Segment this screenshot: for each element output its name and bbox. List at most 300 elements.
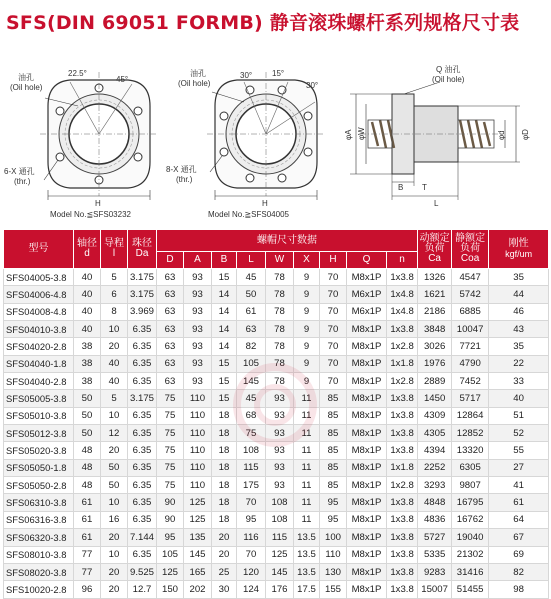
oil-hole-label-en: (Oil hole) bbox=[432, 75, 465, 84]
header-lead: 导程 l bbox=[101, 230, 128, 269]
table-cell: 7.144 bbox=[128, 529, 157, 546]
table-cell: 9 bbox=[294, 303, 320, 320]
table-cell: 44 bbox=[489, 286, 549, 303]
dimension-b-label: B bbox=[398, 183, 404, 192]
table-cell: 18 bbox=[212, 425, 237, 442]
table-cell: 93 bbox=[184, 286, 212, 303]
table-cell: 70 bbox=[320, 373, 347, 390]
table-cell: 5 bbox=[101, 390, 128, 407]
table-cell: 12852 bbox=[452, 425, 489, 442]
table-cell: 22 bbox=[489, 355, 549, 372]
angle-label: 45° bbox=[116, 75, 129, 84]
table-cell: 3.969 bbox=[128, 303, 157, 320]
table-cell: 70 bbox=[320, 355, 347, 372]
model-cell: SFS06320-3.8 bbox=[4, 529, 74, 546]
dimension-phi-w: φW bbox=[357, 127, 366, 140]
table-cell: 165 bbox=[184, 563, 212, 580]
table-cell: 1x3.8 bbox=[387, 321, 418, 338]
angle-label: 15° bbox=[272, 69, 285, 78]
table-cell: 77 bbox=[74, 546, 101, 563]
table-cell: 18 bbox=[212, 494, 237, 511]
table-cell: 21302 bbox=[452, 546, 489, 563]
table-cell: 1x3.8 bbox=[387, 563, 418, 580]
table-cell: 38 bbox=[74, 355, 101, 372]
table-cell: 9 bbox=[294, 355, 320, 372]
table-cell: 5727 bbox=[418, 529, 452, 546]
table-cell: 1621 bbox=[418, 286, 452, 303]
table-cell: 6.35 bbox=[128, 442, 157, 459]
table-cell: 14 bbox=[212, 321, 237, 338]
table-cell: 16795 bbox=[452, 494, 489, 511]
table-cell: 50 bbox=[101, 477, 128, 494]
table-cell: 46 bbox=[489, 303, 549, 320]
table-cell: 1x3.8 bbox=[387, 425, 418, 442]
table-cell: 10 bbox=[101, 494, 128, 511]
table-cell: 4547 bbox=[452, 269, 489, 286]
header-dynamic-load: 动额定负荷 Ca bbox=[418, 230, 452, 269]
table-cell: 20 bbox=[212, 529, 237, 546]
header-shaft-diameter: 轴径 d bbox=[74, 230, 101, 269]
table-cell: 75 bbox=[157, 477, 184, 494]
table-cell: 3293 bbox=[418, 477, 452, 494]
table-cell: 93 bbox=[266, 390, 294, 407]
table-cell: 93 bbox=[184, 303, 212, 320]
table-cell: 63 bbox=[157, 373, 184, 390]
table-cell: 1x3.8 bbox=[387, 529, 418, 546]
table-cell: 115 bbox=[266, 529, 294, 546]
table-cell: 93 bbox=[184, 338, 212, 355]
table-cell: 35 bbox=[489, 269, 549, 286]
table-cell: 10 bbox=[101, 407, 128, 424]
table-cell: 82 bbox=[237, 338, 266, 355]
table-cell: 25 bbox=[212, 563, 237, 580]
table-cell: 15007 bbox=[418, 581, 452, 598]
table-cell: 51455 bbox=[452, 581, 489, 598]
table-cell: 6.35 bbox=[128, 511, 157, 528]
table-cell: 93 bbox=[266, 459, 294, 476]
oil-hole-label-en: (Oil hole) bbox=[10, 83, 43, 92]
table-cell: 6.35 bbox=[128, 321, 157, 338]
model-cell: SFS04040-2.8 bbox=[4, 373, 74, 390]
table-cell: 63 bbox=[157, 269, 184, 286]
table-cell: 78 bbox=[266, 355, 294, 372]
table-cell: 7452 bbox=[452, 373, 489, 390]
table-cell: 108 bbox=[266, 494, 294, 511]
table-cell: 9 bbox=[294, 269, 320, 286]
table-cell: M8x1P bbox=[347, 407, 387, 424]
table-cell: 70 bbox=[320, 303, 347, 320]
table-cell: 202 bbox=[184, 581, 212, 598]
table-cell: 120 bbox=[237, 563, 266, 580]
table-cell: 18 bbox=[212, 459, 237, 476]
table-cell: 108 bbox=[266, 511, 294, 528]
table-cell: 2889 bbox=[418, 373, 452, 390]
header-nut-col: n bbox=[387, 252, 418, 269]
model-cell: SFS04020-2.8 bbox=[4, 338, 74, 355]
table-cell: 93 bbox=[184, 269, 212, 286]
table-cell: 90 bbox=[157, 494, 184, 511]
table-cell: 110 bbox=[184, 442, 212, 459]
table-cell: 52 bbox=[489, 425, 549, 442]
table-cell: 1x2.8 bbox=[387, 477, 418, 494]
table-row bbox=[4, 269, 549, 286]
table-cell: 20 bbox=[101, 338, 128, 355]
table-cell: 67 bbox=[489, 529, 549, 546]
through-hole-label-en: (thr.) bbox=[14, 177, 31, 186]
table-cell: 6.35 bbox=[128, 546, 157, 563]
table-cell: 4790 bbox=[452, 355, 489, 372]
table-cell: 85 bbox=[320, 477, 347, 494]
table-cell: 3.175 bbox=[128, 269, 157, 286]
header-nut-col: A bbox=[184, 252, 212, 269]
table-cell: 4836 bbox=[418, 511, 452, 528]
table-cell: 20 bbox=[101, 581, 128, 598]
table-cell: 4848 bbox=[418, 494, 452, 511]
table-cell: 1x3.8 bbox=[387, 494, 418, 511]
flange-drawing-8-hole bbox=[166, 68, 325, 219]
table-cell: 1x2.8 bbox=[387, 373, 418, 390]
table-cell: 55 bbox=[489, 442, 549, 459]
table-cell: 110 bbox=[184, 477, 212, 494]
header-nut-col: D bbox=[157, 252, 184, 269]
table-cell: M8x1P bbox=[347, 338, 387, 355]
table-row bbox=[4, 407, 549, 424]
table-cell: 75 bbox=[157, 407, 184, 424]
table-cell: 93 bbox=[266, 407, 294, 424]
angle-label: 30° bbox=[240, 71, 253, 80]
table-cell: 125 bbox=[184, 511, 212, 528]
table-cell: 63 bbox=[157, 321, 184, 338]
table-cell: 40 bbox=[74, 321, 101, 338]
table-cell: M8x1P bbox=[347, 494, 387, 511]
table-cell: M8x1P bbox=[347, 425, 387, 442]
table-cell: 1450 bbox=[418, 390, 452, 407]
table-cell: 11 bbox=[294, 442, 320, 459]
table-cell: M8x1P bbox=[347, 355, 387, 372]
table-cell: 93 bbox=[266, 477, 294, 494]
table-header-row bbox=[4, 230, 549, 252]
oil-hole-label: 油孔 bbox=[18, 73, 34, 82]
table-cell: 40 bbox=[74, 303, 101, 320]
table-cell: 90 bbox=[157, 511, 184, 528]
table-cell: 1x3.8 bbox=[387, 269, 418, 286]
table-cell: 95 bbox=[320, 511, 347, 528]
table-cell: 11 bbox=[294, 407, 320, 424]
table-cell: 3848 bbox=[418, 321, 452, 338]
table-cell: 40 bbox=[101, 355, 128, 372]
table-cell: 40 bbox=[489, 390, 549, 407]
table-cell: 100 bbox=[320, 529, 347, 546]
model-note: Model No.≦SFS03232 bbox=[50, 210, 131, 219]
table-cell: 50 bbox=[74, 407, 101, 424]
table-cell: 7721 bbox=[452, 338, 489, 355]
table-cell: 1326 bbox=[418, 269, 452, 286]
oil-hole-label-en: (Oil hole) bbox=[178, 79, 211, 88]
table-cell: 78 bbox=[266, 338, 294, 355]
table-cell: 14 bbox=[212, 338, 237, 355]
table-cell: 6.35 bbox=[128, 338, 157, 355]
model-cell: SFS05050-2.8 bbox=[4, 477, 74, 494]
table-cell: 1x2.8 bbox=[387, 338, 418, 355]
table-cell: 155 bbox=[320, 581, 347, 598]
table-cell: 70 bbox=[320, 321, 347, 338]
table-cell: 13.5 bbox=[294, 546, 320, 563]
model-cell: SFS05012-3.8 bbox=[4, 425, 74, 442]
table-cell: 50 bbox=[101, 459, 128, 476]
table-cell: 10 bbox=[101, 546, 128, 563]
table-cell: 40 bbox=[101, 373, 128, 390]
table-cell: 63 bbox=[157, 355, 184, 372]
table-cell: 93 bbox=[266, 425, 294, 442]
table-row bbox=[4, 390, 549, 407]
through-hole-label: 8-X 通孔 bbox=[166, 165, 197, 174]
table-cell: 125 bbox=[184, 494, 212, 511]
table-cell: 45 bbox=[237, 390, 266, 407]
table-cell: 31416 bbox=[452, 563, 489, 580]
table-cell: 4309 bbox=[418, 407, 452, 424]
table-cell: M8x1P bbox=[347, 563, 387, 580]
table-cell: 63 bbox=[157, 286, 184, 303]
model-note: Model No.≧SFS04005 bbox=[208, 210, 289, 219]
table-row bbox=[4, 286, 549, 303]
table-row bbox=[4, 338, 549, 355]
table-cell: 11 bbox=[294, 511, 320, 528]
table-cell: 6 bbox=[101, 286, 128, 303]
table-cell: 69 bbox=[489, 546, 549, 563]
table-row bbox=[4, 373, 549, 390]
table-cell: 130 bbox=[320, 563, 347, 580]
table-cell: 110 bbox=[320, 546, 347, 563]
table-row bbox=[4, 581, 549, 598]
table-cell: 1x3.8 bbox=[387, 546, 418, 563]
table-cell: 12 bbox=[101, 425, 128, 442]
table-row bbox=[4, 442, 549, 459]
table-cell: 1x3.8 bbox=[387, 390, 418, 407]
table-cell: 61 bbox=[74, 511, 101, 528]
table-cell: 9.525 bbox=[128, 563, 157, 580]
table-cell: 78 bbox=[266, 321, 294, 338]
header-nut-col: H bbox=[320, 252, 347, 269]
table-cell: M8x1P bbox=[347, 442, 387, 459]
table-cell: 145 bbox=[266, 563, 294, 580]
table-cell: 75 bbox=[157, 459, 184, 476]
table-cell: 175 bbox=[237, 477, 266, 494]
table-cell: 124 bbox=[237, 581, 266, 598]
table-cell: 15 bbox=[212, 355, 237, 372]
table-cell: 85 bbox=[320, 425, 347, 442]
dimension-l-label: L bbox=[434, 199, 439, 208]
table-cell: 6.35 bbox=[128, 373, 157, 390]
table-cell: 75 bbox=[157, 390, 184, 407]
table-row bbox=[4, 494, 549, 511]
table-body bbox=[4, 269, 549, 599]
table-cell: 61 bbox=[74, 529, 101, 546]
table-cell: 110 bbox=[184, 425, 212, 442]
table-cell: 110 bbox=[184, 390, 212, 407]
table-row bbox=[4, 511, 549, 528]
table-cell: 93 bbox=[266, 442, 294, 459]
table-cell: 15 bbox=[212, 373, 237, 390]
table-cell: 9283 bbox=[418, 563, 452, 580]
table-cell: M8x1P bbox=[347, 529, 387, 546]
table-cell: 1x4.8 bbox=[387, 303, 418, 320]
table-cell: M8x1P bbox=[347, 581, 387, 598]
dimension-phi-a: φA bbox=[344, 129, 353, 140]
table-cell: 11 bbox=[294, 425, 320, 442]
table-cell: M8x1P bbox=[347, 477, 387, 494]
table-cell: 38 bbox=[74, 338, 101, 355]
header-nut-col: W bbox=[266, 252, 294, 269]
table-cell: 48 bbox=[74, 442, 101, 459]
table-cell: 3.175 bbox=[128, 286, 157, 303]
table-cell: 11 bbox=[294, 459, 320, 476]
table-cell: 13.5 bbox=[294, 563, 320, 580]
table-cell: 35 bbox=[489, 338, 549, 355]
table-cell: 75 bbox=[157, 442, 184, 459]
table-cell: 15 bbox=[212, 390, 237, 407]
table-cell: 9 bbox=[294, 338, 320, 355]
header-nut-dimensions: 螺帽尺寸数据 bbox=[157, 230, 418, 252]
table-row bbox=[4, 546, 549, 563]
table-cell: 85 bbox=[320, 442, 347, 459]
header-ball-diameter: 珠径 Da bbox=[128, 230, 157, 269]
table-cell: 20 bbox=[101, 442, 128, 459]
table-cell: 2252 bbox=[418, 459, 452, 476]
table-cell: 6.35 bbox=[128, 459, 157, 476]
table-cell: 14 bbox=[212, 286, 237, 303]
table-cell: 33 bbox=[489, 373, 549, 390]
table-cell: 1x3.8 bbox=[387, 511, 418, 528]
table-cell: 11 bbox=[294, 390, 320, 407]
model-cell: SFS04008-4.8 bbox=[4, 303, 74, 320]
table-cell: 70 bbox=[320, 269, 347, 286]
table-cell: 70 bbox=[237, 494, 266, 511]
table-cell: 5742 bbox=[452, 286, 489, 303]
table-cell: 1x4.8 bbox=[387, 286, 418, 303]
table-cell: 93 bbox=[184, 321, 212, 338]
table-cell: 18 bbox=[212, 511, 237, 528]
table-cell: 11 bbox=[294, 494, 320, 511]
model-cell: SFS10020-2.8 bbox=[4, 581, 74, 598]
header-static-load: 静额定负荷 Coa bbox=[452, 230, 489, 269]
table-cell: 50 bbox=[74, 390, 101, 407]
table-cell: 115 bbox=[237, 459, 266, 476]
model-cell: SFS04040-1.8 bbox=[4, 355, 74, 372]
model-cell: SFS05005-3.8 bbox=[4, 390, 74, 407]
table-cell: 43 bbox=[489, 321, 549, 338]
table-cell: 95 bbox=[320, 494, 347, 511]
table-row bbox=[4, 303, 549, 320]
table-cell: 2186 bbox=[418, 303, 452, 320]
table-cell: 18 bbox=[212, 477, 237, 494]
table-cell: 9 bbox=[294, 373, 320, 390]
angle-label: 22.5° bbox=[68, 69, 87, 78]
table-cell: 18 bbox=[212, 407, 237, 424]
table-cell: 108 bbox=[237, 442, 266, 459]
table-cell: 63 bbox=[237, 321, 266, 338]
table-cell: 3026 bbox=[418, 338, 452, 355]
table-cell: 45 bbox=[237, 269, 266, 286]
table-cell: 77 bbox=[74, 563, 101, 580]
model-cell: SFS04010-3.8 bbox=[4, 321, 74, 338]
table-cell: 38 bbox=[74, 373, 101, 390]
table-cell: 18 bbox=[212, 442, 237, 459]
table-cell: M8x1P bbox=[347, 459, 387, 476]
model-cell: SFS05010-3.8 bbox=[4, 407, 74, 424]
table-cell: 40 bbox=[74, 269, 101, 286]
model-cell: SFS04006-4.8 bbox=[4, 286, 74, 303]
nut-side-view-drawing bbox=[344, 64, 530, 208]
table-cell: 1x3.8 bbox=[387, 581, 418, 598]
header-nut-col: L bbox=[237, 252, 266, 269]
table-cell: 51 bbox=[489, 407, 549, 424]
table-cell: 68 bbox=[237, 407, 266, 424]
table-cell: 95 bbox=[157, 529, 184, 546]
oil-hole-label: 油孔 bbox=[190, 69, 206, 78]
table-cell: 9807 bbox=[452, 477, 489, 494]
table-cell: 116 bbox=[237, 529, 266, 546]
table-cell: 50 bbox=[74, 425, 101, 442]
table-cell: 85 bbox=[320, 407, 347, 424]
table-cell: 12.7 bbox=[128, 581, 157, 598]
table-cell: 50 bbox=[237, 286, 266, 303]
table-cell: 6885 bbox=[452, 303, 489, 320]
header-nut-col: Q bbox=[347, 252, 387, 269]
table-cell: 61 bbox=[237, 303, 266, 320]
table-cell: 145 bbox=[237, 373, 266, 390]
table-cell: 8 bbox=[101, 303, 128, 320]
header-model: 型号 bbox=[4, 230, 74, 269]
table-cell: 16762 bbox=[452, 511, 489, 528]
flange-drawing-6-hole bbox=[4, 69, 158, 219]
table-cell: 96 bbox=[74, 581, 101, 598]
table-cell: 1976 bbox=[418, 355, 452, 372]
table-cell: 6.35 bbox=[128, 407, 157, 424]
table-cell: 19040 bbox=[452, 529, 489, 546]
table-cell: 12864 bbox=[452, 407, 489, 424]
table-cell: 82 bbox=[489, 563, 549, 580]
table-cell: 6.35 bbox=[128, 425, 157, 442]
table-cell: 105 bbox=[157, 546, 184, 563]
table-row bbox=[4, 321, 549, 338]
table-row bbox=[4, 477, 549, 494]
table-cell: 70 bbox=[320, 286, 347, 303]
table-cell: M6x1P bbox=[347, 286, 387, 303]
table-row bbox=[4, 563, 549, 580]
table-cell: 125 bbox=[157, 563, 184, 580]
model-cell: SFS06316-3.8 bbox=[4, 511, 74, 528]
model-cell: SFS05050-1.8 bbox=[4, 459, 74, 476]
table-cell: 85 bbox=[320, 390, 347, 407]
table-cell: 6.35 bbox=[128, 477, 157, 494]
table-cell: 1x3.8 bbox=[387, 407, 418, 424]
table-cell: 98 bbox=[489, 581, 549, 598]
table-cell: 176 bbox=[266, 581, 294, 598]
header-nut-col: B bbox=[212, 252, 237, 269]
table-row bbox=[4, 529, 549, 546]
table-cell: 6.35 bbox=[128, 355, 157, 372]
table-cell: 17.5 bbox=[294, 581, 320, 598]
table-cell: 93 bbox=[184, 355, 212, 372]
model-cell: SFS05020-3.8 bbox=[4, 442, 74, 459]
table-cell: M8x1P bbox=[347, 269, 387, 286]
table-row bbox=[4, 355, 549, 372]
model-cell: SFS06310-3.8 bbox=[4, 494, 74, 511]
page-title: SFS(DIN 69051 FORMB) 静音滚珠螺杆系列规格尺寸表 bbox=[6, 12, 520, 34]
table-cell: 5335 bbox=[418, 546, 452, 563]
dimension-h-label: H bbox=[262, 199, 268, 208]
table-cell: 85 bbox=[320, 459, 347, 476]
